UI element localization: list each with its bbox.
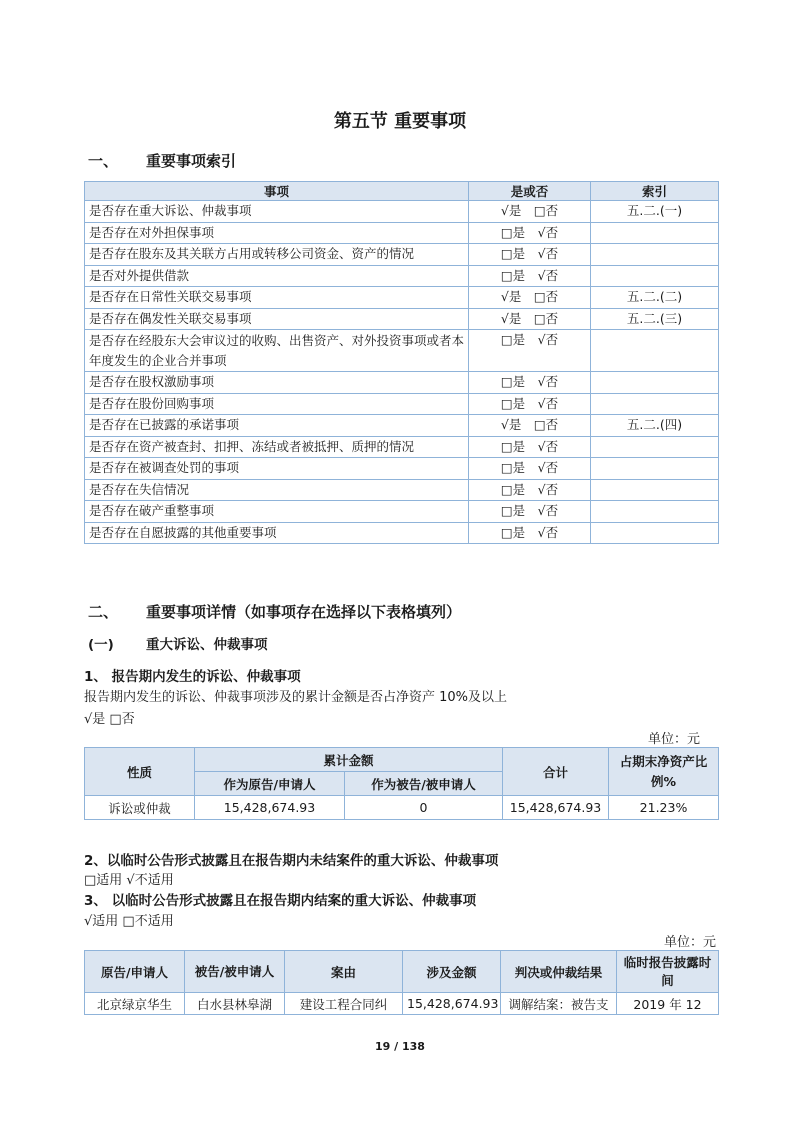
section-one-heading [88, 150, 236, 171]
table-row [85, 287, 719, 309]
page-title: 第五节 重要事项 [333, 111, 467, 132]
header-plaintiff: 原告/申请人 [85, 951, 185, 993]
yes-no-cell: □是 √否 [469, 522, 591, 544]
result-cell: 调解结案：被告支 [501, 993, 617, 1015]
item-cell: 是否存在股份回购事项 [85, 393, 469, 415]
concluded-cases-table [84, 950, 719, 1015]
subsection-number: (一) [88, 637, 114, 653]
table-row [85, 330, 719, 372]
yes-no-cell: □是 √否 [469, 393, 591, 415]
section-number: 二、 [88, 603, 119, 621]
item-1-heading: 1、 报告期内发生的诉讼、仲裁事项 [84, 669, 301, 685]
item-2-heading: 2、以临时公告形式披露且在报告期内未结案件的重大诉讼、仲裁事项 [84, 853, 499, 869]
item-1-choice: √是 □否 [84, 712, 135, 727]
section-title: 重要事项索引 [146, 152, 237, 170]
item-2-choice: □适用 √不适用 [84, 873, 174, 888]
index-cell [591, 479, 719, 501]
index-cell: 五.二.(一) [591, 201, 719, 223]
table-row [85, 458, 719, 480]
subsection-heading [88, 633, 268, 653]
nature-cell: 诉讼或仲裁 [85, 796, 195, 820]
table-row [85, 393, 719, 415]
section-two-heading [88, 601, 461, 622]
yes-no-cell: √是 □否 [469, 201, 591, 223]
section-title: 重要事项详情（如事项存在选择以下表格填列） [146, 603, 462, 621]
plaintiff-cell: 北京绿京华生 [85, 993, 185, 1015]
yes-no-cell: □是 √否 [469, 265, 591, 287]
header-ratio: 占期末净资产比例% [609, 748, 719, 796]
yes-no-cell: □是 √否 [469, 436, 591, 458]
page-number: 19 / 138 [375, 1040, 425, 1053]
col-header-index: 索引 [591, 182, 719, 201]
plaintiff-amount-cell: 15,428,674.93 [195, 796, 345, 820]
item-cell: 是否存在经股东大会审议过的收购、出售资产、对外投资事项或者本年度发生的企业合并事项 [85, 330, 469, 372]
yes-no-cell: □是 √否 [469, 330, 591, 372]
table-row [85, 222, 719, 244]
index-table [84, 181, 719, 544]
table-row [85, 201, 719, 223]
yes-no-cell: □是 √否 [469, 372, 591, 394]
item-cell: 是否存在被调查处罚的事项 [85, 458, 469, 480]
item-1-description: 报告期内发生的诉讼、仲裁事项涉及的累计金额是否占净资产 10%及以上 [84, 690, 508, 705]
amount-cell: 15,428,674.93 [403, 993, 501, 1015]
item-cell: 是否存在股东及其关联方占用或转移公司资金、资产的情况 [85, 244, 469, 266]
yes-no-cell: □是 √否 [469, 458, 591, 480]
header-cumulative-amount: 累计金额 [195, 748, 503, 772]
table-row [85, 415, 719, 437]
cause-cell: 建设工程合同纠 [285, 993, 403, 1015]
item-cell: 是否存在已披露的承诺事项 [85, 415, 469, 437]
item-3-choice: √适用 □不适用 [84, 914, 174, 929]
col-header-item: 事项 [85, 182, 469, 201]
total-cell: 15,428,674.93 [503, 796, 609, 820]
header-defendant: 被告/被申请人 [185, 951, 285, 993]
yes-no-cell: √是 □否 [469, 415, 591, 437]
index-cell [591, 244, 719, 266]
table-row [85, 244, 719, 266]
header-cause: 案由 [285, 951, 403, 993]
table-row [85, 308, 719, 330]
header-amount: 涉及金额 [403, 951, 501, 993]
index-cell [591, 522, 719, 544]
table-row [85, 265, 719, 287]
item-cell: 是否存在对外担保事项 [85, 222, 469, 244]
unit-label: 单位：元 [664, 935, 717, 950]
table-row [85, 372, 719, 394]
item-cell: 是否存在自愿披露的其他重要事项 [85, 522, 469, 544]
unit-label: 单位：元 [648, 732, 701, 747]
ratio-cell: 21.23% [609, 796, 719, 820]
index-cell: 五.二.(三) [591, 308, 719, 330]
yes-no-cell: √是 □否 [469, 308, 591, 330]
section-number: 一、 [88, 152, 119, 170]
header-as-defendant: 作为被告/被申请人 [345, 772, 503, 796]
index-cell [591, 372, 719, 394]
yes-no-cell: □是 √否 [469, 501, 591, 523]
item-cell: 是否对外提供借款 [85, 265, 469, 287]
index-cell: 五.二.(二) [591, 287, 719, 309]
header-disclosure-time: 临时报告披露时间 [617, 951, 719, 993]
defendant-cell: 白水县林皋湖 [185, 993, 285, 1015]
table-row [85, 479, 719, 501]
table-row [85, 796, 719, 820]
table-row [85, 436, 719, 458]
item-cell: 是否存在偶发性关联交易事项 [85, 308, 469, 330]
index-cell [591, 458, 719, 480]
item-cell: 是否存在股权激励事项 [85, 372, 469, 394]
item-cell: 是否存在失信情况 [85, 479, 469, 501]
table-row [85, 993, 719, 1015]
subsection-title: 重大诉讼、仲裁事项 [146, 637, 268, 653]
index-cell [591, 265, 719, 287]
yes-no-cell: √是 □否 [469, 287, 591, 309]
col-header-yes-no: 是或否 [469, 182, 591, 201]
item-cell: 是否存在破产重整事项 [85, 501, 469, 523]
yes-no-cell: □是 √否 [469, 479, 591, 501]
index-cell [591, 393, 719, 415]
header-nature: 性质 [85, 748, 195, 796]
item-cell: 是否存在日常性关联交易事项 [85, 287, 469, 309]
yes-no-cell: □是 √否 [469, 222, 591, 244]
yes-no-cell: □是 √否 [469, 244, 591, 266]
table-row [85, 522, 719, 544]
disclosure-time-cell: 2019 年 12 [617, 993, 719, 1015]
index-cell [591, 330, 719, 372]
index-cell [591, 222, 719, 244]
index-cell [591, 436, 719, 458]
litigation-summary-table [84, 747, 719, 820]
index-cell: 五.二.(四) [591, 415, 719, 437]
header-result: 判决或仲裁结果 [501, 951, 617, 993]
item-3-heading: 3、 以临时公告形式披露且在报告期内结案的重大诉讼、仲裁事项 [84, 893, 477, 909]
header-total: 合计 [503, 748, 609, 796]
defendant-amount-cell: 0 [345, 796, 503, 820]
item-cell: 是否存在重大诉讼、仲裁事项 [85, 201, 469, 223]
header-as-plaintiff: 作为原告/申请人 [195, 772, 345, 796]
table-row [85, 501, 719, 523]
index-cell [591, 501, 719, 523]
item-cell: 是否存在资产被查封、扣押、冻结或者被抵押、质押的情况 [85, 436, 469, 458]
